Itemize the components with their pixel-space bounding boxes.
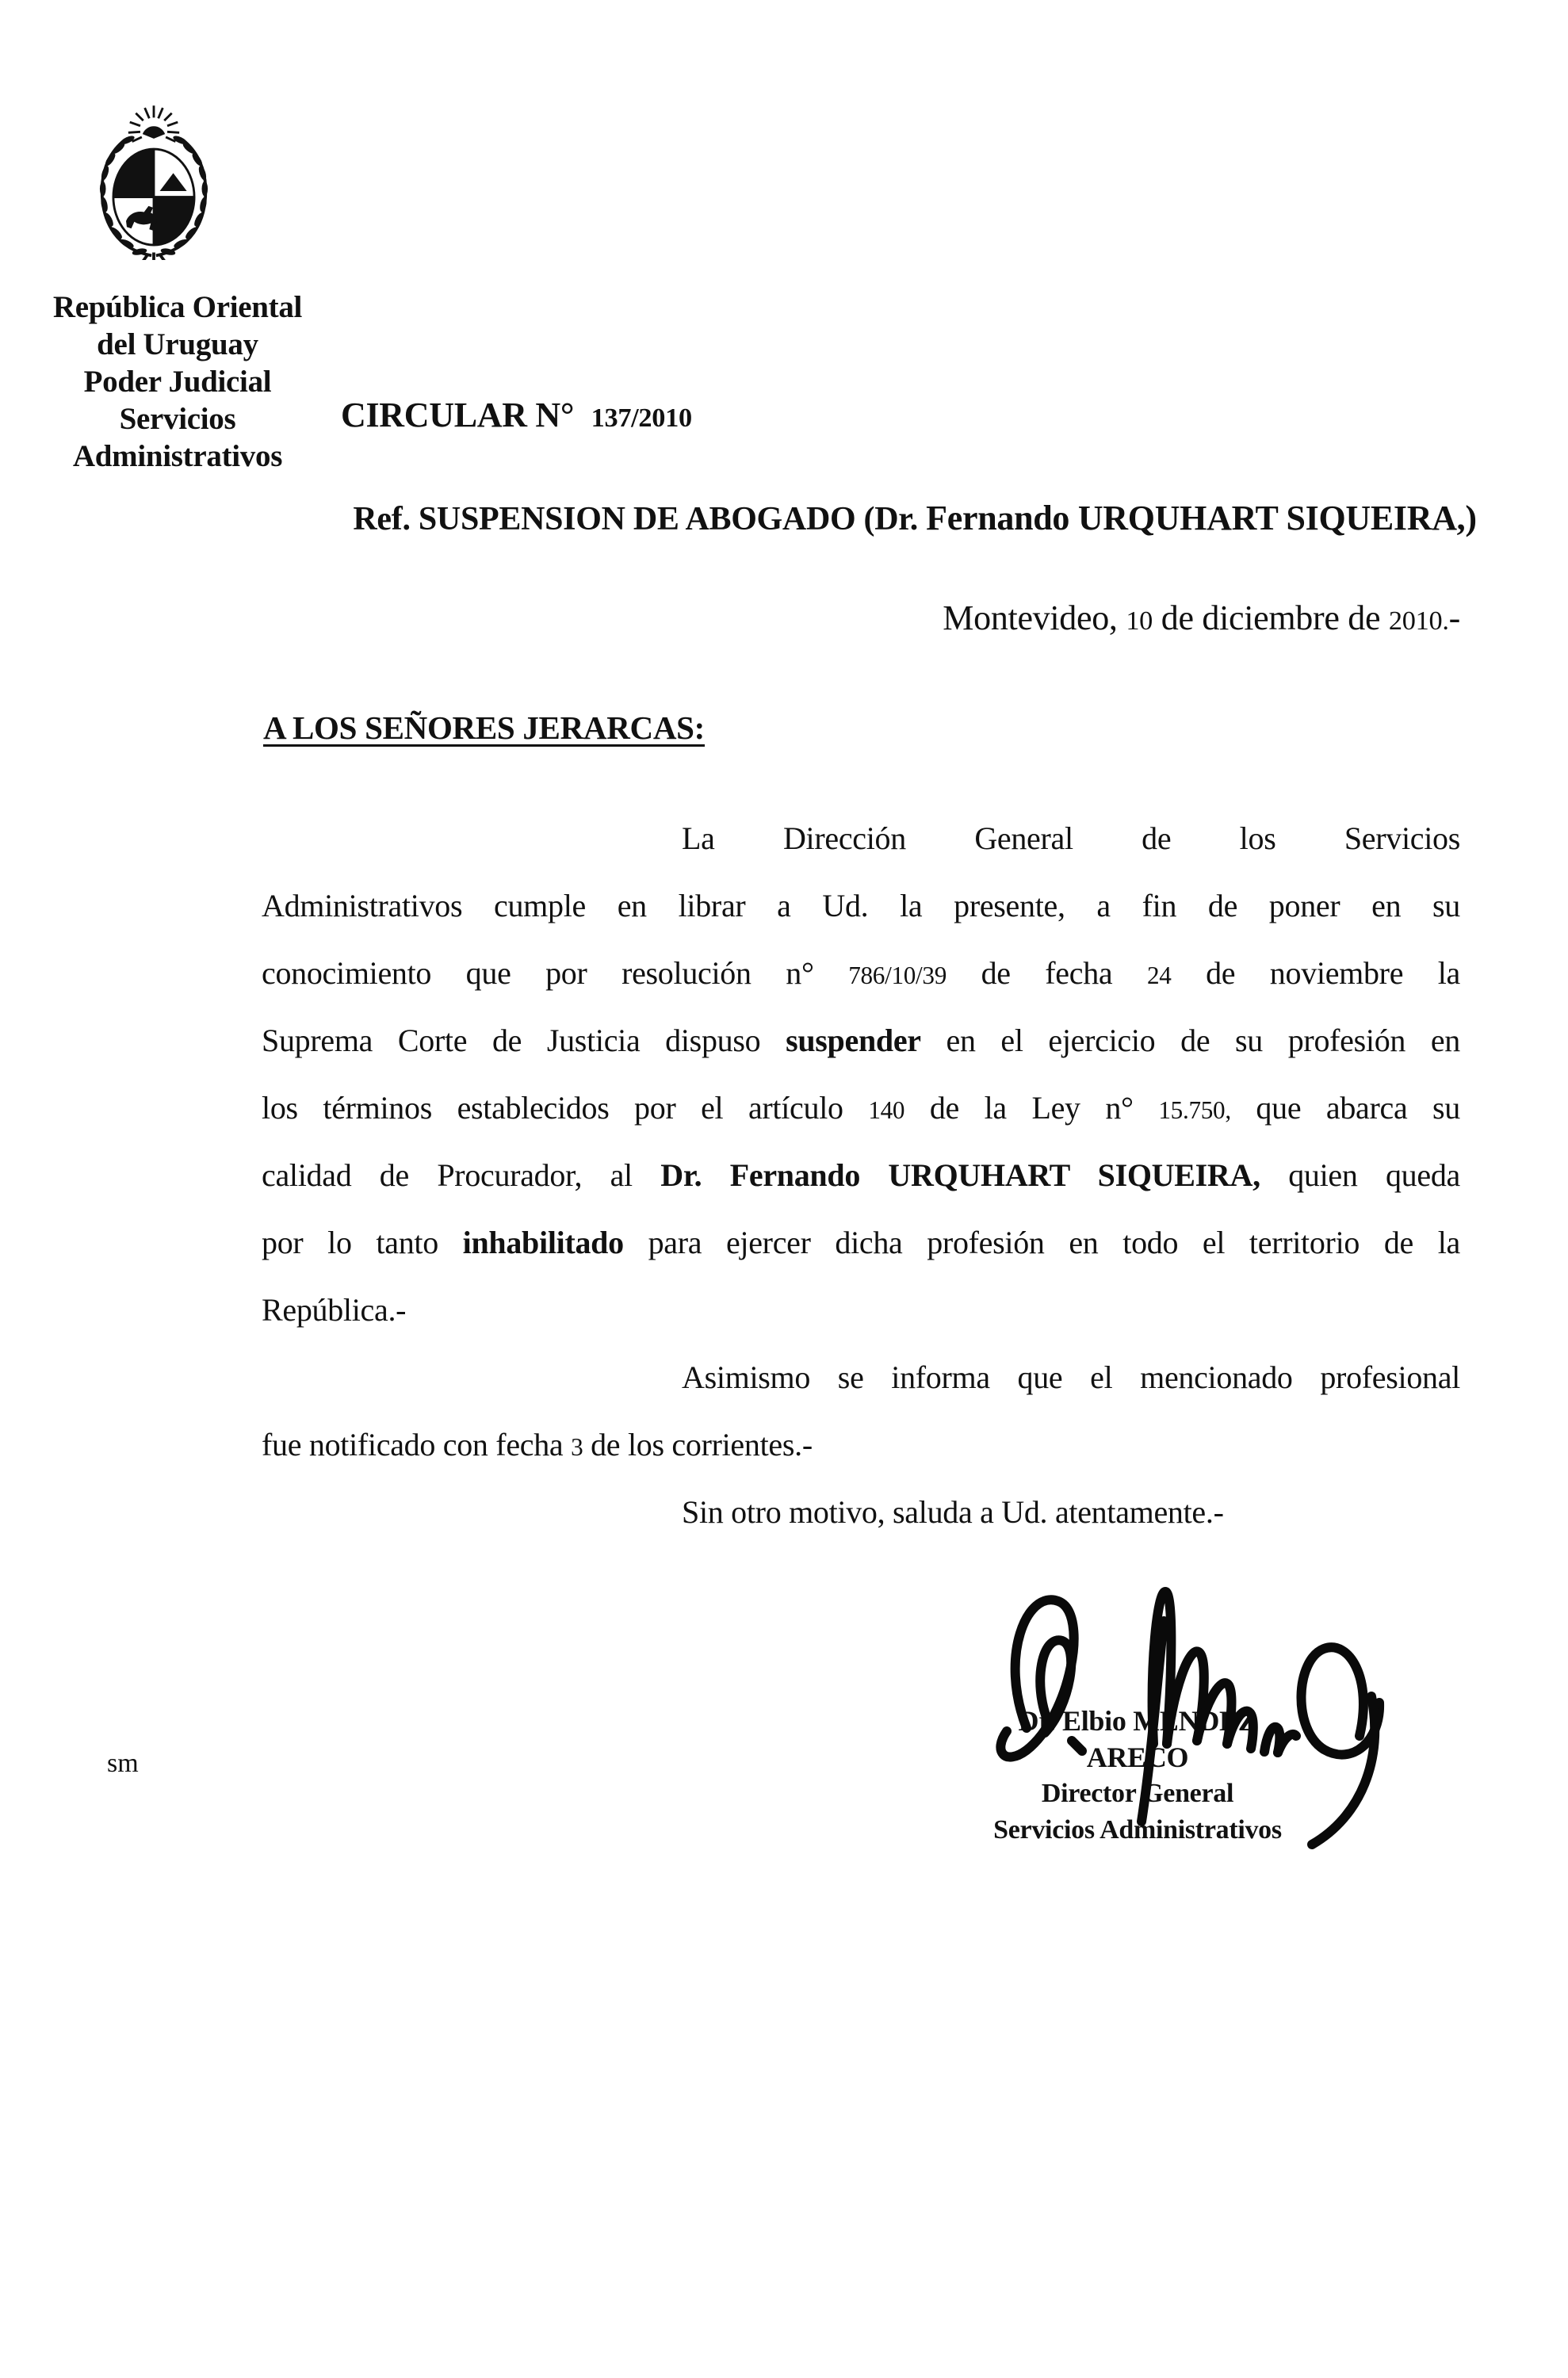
body-line — [262, 1276, 1460, 1344]
body-text: Suprema Corte de Justicia dispuso — [262, 1023, 786, 1058]
org-line: Poder Judicial — [83, 365, 272, 399]
date-line: Montevideo, 10 de diciembre de 2010.- — [943, 598, 1460, 637]
body-text: Asimismo se informa que el mencionado profesional — [682, 1359, 1460, 1395]
signatory-office: Servicios Administrativos — [993, 1815, 1282, 1845]
body-text: Administrativos cumple en librar a Ud. la presente, a fin de poner en su — [262, 888, 1460, 923]
body-text: República.- — [262, 1292, 407, 1328]
body-line — [262, 1007, 1460, 1074]
body-text: Sin otro motivo, saluda a Ud. atentamente.- — [682, 1494, 1224, 1530]
body-line — [262, 1074, 1460, 1141]
body-text: los términos establecidos por el artículo 140 de la Ley n° 15.750, que abarca su — [262, 1090, 1460, 1126]
body-text: por lo tanto — [262, 1225, 463, 1260]
circular-number: CIRCULAR N° 137/2010 — [341, 396, 692, 434]
org-line: República Oriental — [52, 290, 303, 324]
recipients-line: A LOS SEÑORES JERARCAS: — [263, 709, 705, 746]
org-line: Servicios — [119, 402, 236, 436]
signatory-title: Director General — [1041, 1779, 1234, 1808]
body-line — [262, 1344, 1460, 1411]
body-text: La Dirección General de los Servicios — [682, 820, 1460, 856]
body-paragraphs — [262, 805, 1460, 1546]
body-text: calidad de Procurador, al — [262, 1157, 661, 1193]
uruguay-coat-of-arms-icon — [81, 95, 227, 260]
body-text: en el ejercicio de su profesión en — [920, 1023, 1460, 1058]
sun-icon — [143, 126, 165, 139]
letterhead-org-block — [30, 289, 325, 475]
body-bold-text: inhabilitado — [462, 1225, 624, 1260]
body-bold-text: suspender — [786, 1023, 921, 1058]
body-text: conocimiento que por resolución n° 786/10/39 de fecha 24 de noviembre la — [262, 955, 1460, 991]
typist-initials: sm — [107, 1749, 139, 1778]
body-text: quien queda — [1260, 1157, 1460, 1193]
org-line: del Uruguay — [97, 327, 258, 361]
shield-icon — [113, 149, 194, 245]
body-line — [262, 872, 1460, 939]
body-line — [262, 1141, 1460, 1209]
body-text: para ejercer dicha profesión en todo el territorio de la — [623, 1225, 1461, 1260]
body-text: fue notificado con fecha 3 de los corrientes.- — [262, 1427, 813, 1462]
signatory-name: Dr. Elbio MENDEZ ARECO — [1018, 1705, 1257, 1773]
reference-label: Ref. SUSPENSION DE ABOGADO (Dr. — [353, 501, 927, 537]
reference-line — [337, 460, 1477, 538]
body-line — [262, 1209, 1460, 1276]
body-line — [262, 1478, 1460, 1546]
reference-name: Fernando URQUHART SIQUEIRA,) — [926, 499, 1477, 537]
signature-block — [979, 1703, 1296, 1848]
org-line: Administrativos — [72, 439, 283, 473]
body-line — [262, 805, 1460, 872]
body-line — [262, 1411, 1460, 1478]
body-bold-text: Dr. Fernando URQUHART SIQUEIRA, — [660, 1157, 1260, 1193]
body-line — [262, 939, 1460, 1007]
